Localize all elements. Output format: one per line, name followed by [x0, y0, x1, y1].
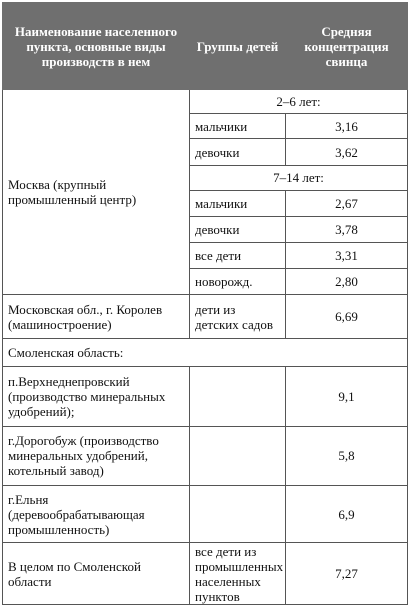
value-cell: 3,78: [286, 217, 408, 243]
value-cell: 6,69: [286, 294, 408, 338]
age-group-7-14: 7–14 лет:: [190, 165, 408, 190]
table-row: [3, 543, 408, 605]
settlement-cell: Московская обл., г. Королев (машиностроение): [3, 294, 190, 338]
settlement-cell: г.Дорогобуж (производство минеральных удобрений, котельный завод): [3, 427, 190, 486]
group-cell: [190, 485, 286, 543]
group-cell: [190, 366, 286, 427]
value-cell: 3,16: [286, 114, 408, 139]
group-cell: девочки: [190, 139, 286, 165]
value-cell: 5,8: [286, 427, 408, 486]
value-cell: 7,27: [286, 543, 408, 605]
settlement-cell: В целом по Смоленской области: [3, 543, 190, 605]
header-row: [3, 3, 408, 90]
table-row: [3, 427, 408, 486]
settlement-cell: п.Верхнеднепровский (производство минеральных удобрений);: [3, 366, 190, 427]
value-cell: 9,1: [286, 366, 408, 427]
value-cell: 3,31: [286, 243, 408, 268]
table-row: [3, 485, 408, 543]
group-cell: [190, 427, 286, 486]
table-row: [3, 366, 408, 427]
group-cell: все дети: [190, 243, 286, 268]
group-cell: новорожд.: [190, 268, 286, 294]
moscow-place-cell: Москва (крупный промышленный центр): [3, 90, 190, 295]
table-row: [3, 294, 408, 338]
table-row: [3, 90, 408, 114]
header-lead-concentration: Средняя концентрация свинца: [286, 3, 408, 90]
group-cell: все дети из промышленных населенных пунктов: [190, 543, 286, 605]
lead-concentration-table: [2, 2, 408, 605]
region-header-cell: Смоленская область:: [3, 339, 408, 366]
group-cell: девочки: [190, 217, 286, 243]
group-cell: дети из детских садов: [190, 294, 286, 338]
table-row: [3, 339, 408, 366]
age-group-2-6: 2–6 лет:: [190, 90, 408, 114]
header-settlement: Наименование населенного пункта, основные виды производств в нем: [3, 3, 190, 90]
value-cell: 2,67: [286, 190, 408, 216]
group-cell: мальчики: [190, 114, 286, 139]
header-child-groups: Группы детей: [190, 3, 286, 90]
value-cell: 3,62: [286, 139, 408, 165]
value-cell: 6,9: [286, 485, 408, 543]
settlement-cell: г.Ельня (деревообрабатывающая промышленность): [3, 485, 190, 543]
value-cell: 2,80: [286, 268, 408, 294]
group-cell: мальчики: [190, 190, 286, 216]
